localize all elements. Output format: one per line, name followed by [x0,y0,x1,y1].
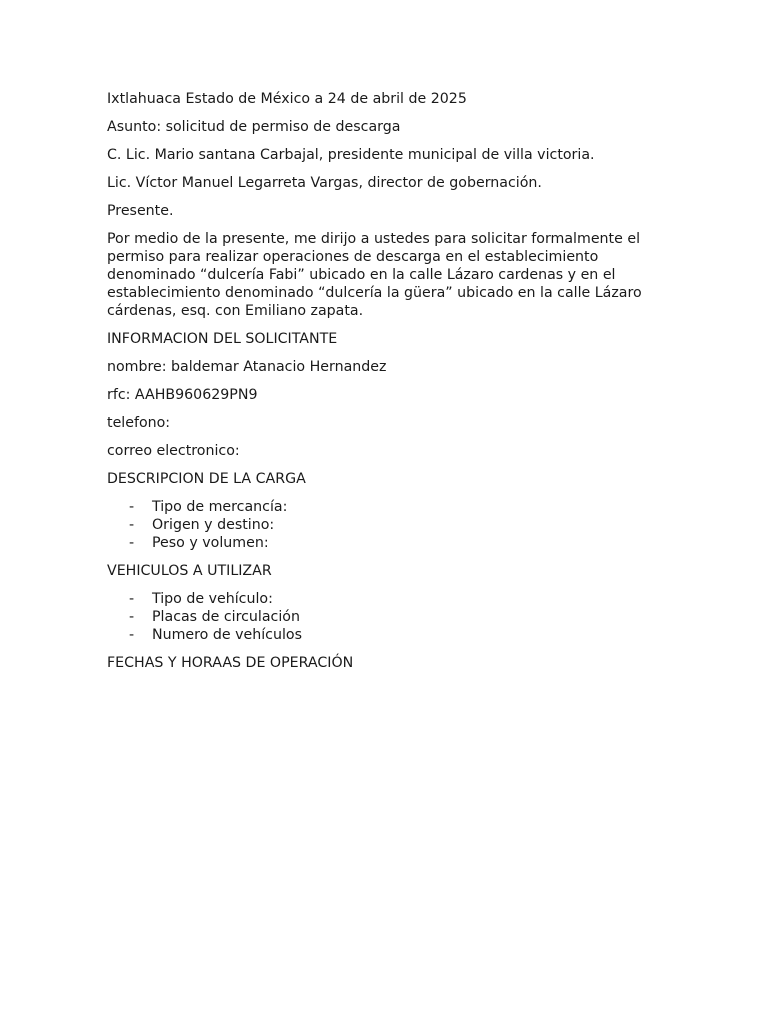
cargo-heading: DESCRIPCION DE LA CARGA [107,471,306,487]
cargo-list [107,498,647,552]
applicant-phone: telefono: [107,415,171,431]
dash-bullet: - [129,591,135,607]
applicant-heading: INFORMACION DEL SOLICITANTE [107,331,338,347]
place-date: Ixtlahuaca Estado de México a 24 de abril de 2025 [107,91,467,107]
list-item [107,608,647,626]
applicant-email: correo electronico: [107,443,240,459]
greeting: Presente. [107,203,174,219]
applicant-name: nombre: baldemar Atanacio Hernandez [107,359,387,375]
recipient-1: C. Lic. Mario santana Carbajal, presidente municipal de villa victoria. [107,147,595,163]
list-item-label: Origen y destino: [152,517,275,533]
list-item-label: Peso y volumen: [152,535,269,551]
dash-bullet: - [129,535,135,551]
list-item-label: Tipo de mercancía: [152,499,288,515]
vehicles-list [107,590,647,644]
list-item [107,498,647,516]
list-item [107,626,647,644]
applicant-rfc: rfc: AAHB960629PN9 [107,387,258,403]
body-paragraph: Por medio de la presente, me dirijo a ustedes para solicitar formalmente el permiso para realizar operaciones de descarga en el establecimiento denominado “dulcería Fabi” ubicado en la calle Lázaro cardenas y en el establecimiento denominado “dulcería la güera” ubicado en la calle Lázaro cárdenas, esq. con Emiliano zapata. [107,231,642,319]
document-page [107,90,647,682]
dash-bullet: - [129,499,135,515]
list-item-label: Numero de vehículos [152,627,302,643]
schedule-heading: FECHAS Y HORAAS DE OPERACIÓN [107,655,354,671]
dash-bullet: - [129,517,135,533]
dash-bullet: - [129,609,135,625]
recipient-2: Lic. Víctor Manuel Legarreta Vargas, director de gobernación. [107,175,542,191]
list-item [107,516,647,534]
dash-bullet: - [129,627,135,643]
list-item-label: Placas de circulación [152,609,300,625]
subject-line: Asunto: solicitud de permiso de descarga [107,119,401,135]
list-item [107,590,647,608]
list-item [107,534,647,552]
vehicles-heading: VEHICULOS A UTILIZAR [107,563,272,579]
list-item-label: Tipo de vehículo: [152,591,273,607]
